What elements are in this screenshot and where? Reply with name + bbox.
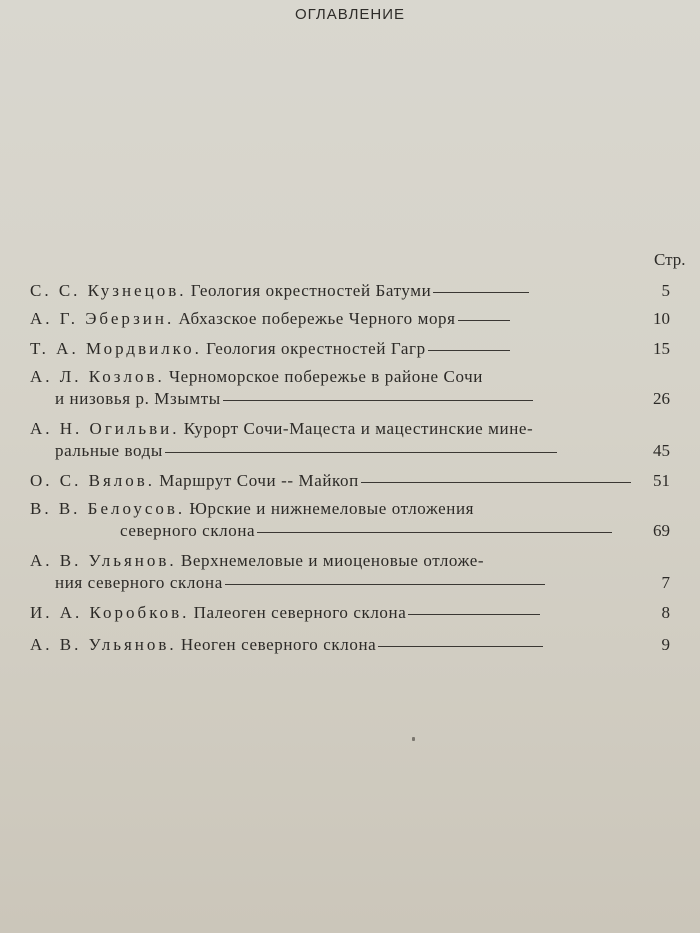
toc-title: Маршрут Сочи -- Майкоп xyxy=(159,471,359,490)
toc-title: Геология окрестностей Батуми xyxy=(190,281,432,300)
toc-title-continuation: северного склона xyxy=(120,521,256,540)
toc-page-number: 10 xyxy=(653,309,670,328)
toc-page-number: 15 xyxy=(653,339,670,358)
toc-author: А. Г. Эберзин. xyxy=(30,309,175,328)
toc-page-number: 9 xyxy=(661,635,670,654)
toc-title: Юрские и нижнемеловые отложения xyxy=(189,499,475,518)
paper-speck xyxy=(412,737,415,741)
page-title: ОГЛАВЛЕНИЕ xyxy=(294,6,406,23)
toc-title: Черноморское побережье в районе Сочи xyxy=(169,367,483,386)
leader-rule xyxy=(428,350,510,351)
toc-entry xyxy=(30,366,670,410)
toc-entry xyxy=(30,338,670,360)
toc-page-number: 69 xyxy=(653,521,670,540)
toc-title: Абхазское побережье Черного моря xyxy=(178,309,456,328)
toc-entry xyxy=(30,308,670,330)
toc-title: Геология окрестностей Гагр xyxy=(206,339,426,358)
toc-page-number: 45 xyxy=(653,441,670,460)
leader-rule xyxy=(257,532,612,533)
toc-page-number: 5 xyxy=(661,281,670,300)
leader-rule xyxy=(408,614,540,615)
leader-rule xyxy=(165,452,557,453)
toc-entry xyxy=(30,498,670,542)
toc-entry xyxy=(30,418,670,462)
leader-rule xyxy=(225,584,545,585)
toc-author: И. А. Коробков. xyxy=(30,603,190,622)
toc-author: А. В. Ульянов. xyxy=(30,635,177,654)
toc-page-number: 8 xyxy=(661,603,670,622)
toc-title-continuation: и низовья р. Мзымты xyxy=(55,389,221,408)
toc-page-number: 7 xyxy=(661,573,670,592)
toc-entry xyxy=(30,550,670,594)
toc-author: О. С. Вялов. xyxy=(30,471,156,490)
toc-author: Т. А. Мордвилко. xyxy=(30,339,202,358)
toc-author: А. Л. Козлов. xyxy=(30,367,165,386)
toc-entry xyxy=(30,470,670,492)
leader-rule xyxy=(458,320,510,321)
toc-author: А. Н. Огильви. xyxy=(30,419,180,438)
toc-author: В. В. Белоусов. xyxy=(30,499,186,518)
toc-page-number: 26 xyxy=(653,389,670,408)
toc-title: Палеоген северного склона xyxy=(193,603,407,622)
toc-title-continuation: ральные воды xyxy=(55,441,163,460)
page-column-label: Стр. xyxy=(654,250,686,269)
toc-author: А. В. Ульянов. xyxy=(30,551,177,570)
toc-title-continuation: ния северного склона xyxy=(55,573,223,592)
toc-entry xyxy=(30,634,670,656)
toc-page-number: 51 xyxy=(653,471,670,490)
toc-entry xyxy=(30,280,670,302)
leader-rule xyxy=(378,646,543,647)
toc-title: Неоген северного склона xyxy=(180,635,377,654)
leader-rule xyxy=(433,292,529,293)
toc-author: С. С. Кузнецов. xyxy=(30,281,187,300)
toc-title: Верхнемеловые и миоценовые отложе- xyxy=(180,551,485,570)
leader-rule xyxy=(361,482,631,483)
leader-rule xyxy=(223,400,533,401)
toc-entry xyxy=(30,602,670,624)
toc-title: Курорт Сочи-Мацеста и мацестинские мине- xyxy=(183,419,534,438)
